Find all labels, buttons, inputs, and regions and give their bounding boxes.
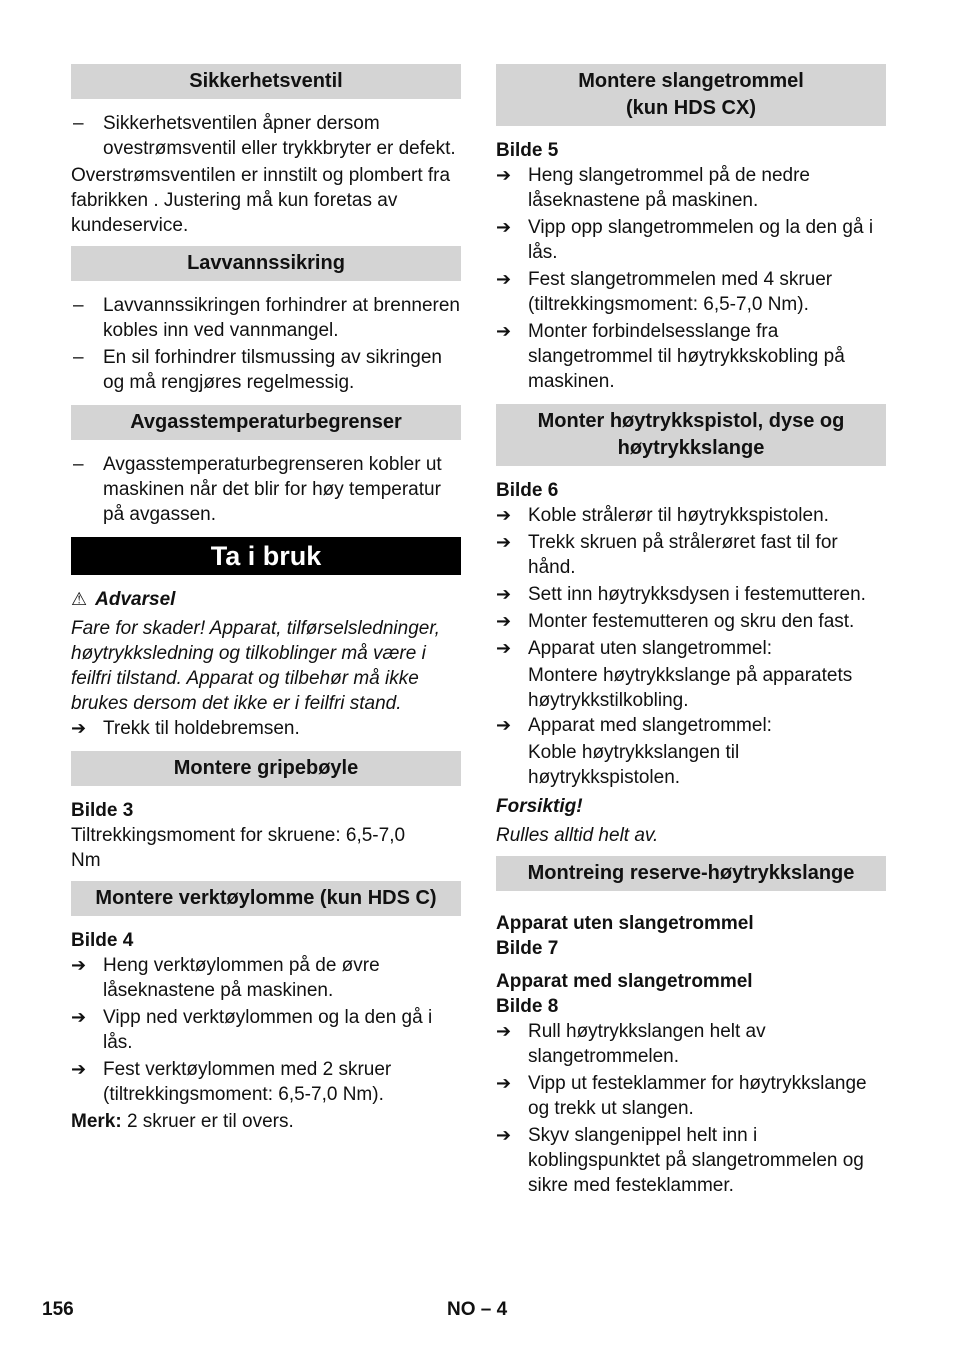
dash-bullet-icon: –	[73, 454, 84, 475]
warning-text: Fare for skader! Apparat, tilførselsledninger, høytrykksledning og tilkoblinger må være i feilfri tilstand. Apparat og tilbehør må ikke brukes dersom det ikke er i feilfri stand.	[71, 618, 440, 714]
step-continuation: Koble høytrykkslangen til høytrykkspistolen.	[528, 742, 740, 788]
step-item	[496, 1071, 886, 1121]
step-text: Heng verktøylommen på de øvre låseknastene på maskinen.	[103, 955, 380, 1001]
step-item	[496, 215, 886, 265]
list-item	[71, 111, 461, 161]
right-column	[496, 64, 886, 1200]
note-label: Merk:	[71, 1111, 122, 1132]
warning-label: Advarsel	[95, 589, 176, 610]
heading-montere-verktoylomme: Montere verktøylomme (kun HDS C)	[71, 881, 461, 916]
step-text: Apparat uten slangetrommel:	[528, 638, 772, 659]
figure-label: Bilde 4	[71, 930, 134, 951]
step-item	[496, 609, 886, 634]
step-item	[496, 582, 886, 607]
arrow-right-icon: ➔	[71, 1007, 87, 1028]
list-item-text: En sil forhindrer tilsmussing av sikringen og må rengjøres regelmessig.	[103, 347, 442, 393]
arrow-right-icon: ➔	[496, 1073, 512, 1094]
step-text: Heng slangetrommel på de nedre låseknastene på maskinen.	[528, 165, 811, 211]
note	[71, 1109, 461, 1134]
step-text: Fest slangetrommelen med 4 skruer (tiltrekkingsmoment: 6,5-7,0 Nm).	[528, 269, 833, 315]
step-item	[496, 530, 886, 580]
heading-montere-gripeboyle: Montere gripebøyle	[71, 751, 461, 786]
step-item	[71, 716, 461, 741]
step-item	[496, 319, 886, 394]
step-continuation: Montere høytrykkslange på apparatets høytrykkstilkobling.	[528, 665, 853, 711]
step-text: Apparat med slangetrommel:	[528, 715, 772, 736]
arrow-right-icon: ➔	[496, 1125, 512, 1146]
step-text: Rull høytrykkslangen helt av slangetrommelen.	[528, 1021, 766, 1067]
page-code: NO – 4	[447, 1299, 508, 1320]
dash-bullet-icon: –	[73, 295, 84, 316]
left-column	[71, 64, 461, 1134]
arrow-right-icon: ➔	[71, 718, 87, 739]
step-item	[496, 1123, 886, 1198]
page-number: 156	[42, 1299, 74, 1320]
figure-label: Bilde 5	[496, 140, 559, 161]
arrow-right-icon: ➔	[496, 321, 512, 342]
step-item	[496, 267, 886, 317]
figure-label: Bilde 7	[496, 938, 559, 959]
subheading-apparat-med: Apparat med slangetrommel	[496, 971, 753, 992]
figure-label: Bilde 8	[496, 996, 559, 1017]
main-title-ta-i-bruk: Ta i bruk	[71, 537, 461, 575]
arrow-right-icon: ➔	[71, 955, 87, 976]
arrow-right-icon: ➔	[496, 715, 512, 736]
step-item	[496, 163, 886, 213]
paragraph-overstromsventil: Overstrømsventilen er innstilt og plombert fra fabrikken . Justering må kun foretas av kundeservice.	[71, 165, 451, 236]
step-item	[496, 713, 886, 738]
step-item	[71, 1057, 461, 1107]
list-item-text: Sikkerhetsventilen åpner dersom ovestrømsventil eller trykkbryter er defekt.	[103, 113, 456, 159]
step-text: Fest verktøylommen med 2 skruer (tiltrekkingsmoment: 6,5-7,0 Nm).	[103, 1059, 392, 1105]
paragraph-tiltrekkingsmoment: Tiltrekkingsmoment for skruene: 6,5-7,0 Nm	[71, 825, 406, 871]
step-text: Vipp ned verktøylommen og la den gå i lås.	[103, 1007, 433, 1053]
heading-montreing-reserve: Montreing reserve-høytrykkslange	[496, 856, 886, 891]
heading-montere-slangetrommel: Montere slangetrommel (kun HDS CX)	[496, 64, 886, 126]
heading-avgasstemperaturbegrenser: Avgasstemperaturbegrenser	[71, 405, 461, 440]
step-text: Skyv slangenippel helt inn i koblingspunktet på slangetrommelen og sikre med festeklammer.	[528, 1125, 864, 1196]
arrow-right-icon: ➔	[71, 1059, 87, 1080]
step-item	[496, 503, 886, 528]
warning-triangle-icon: ⚠	[71, 589, 88, 610]
step-item	[71, 1005, 461, 1055]
heading-lavvannssikring: Lavvannssikring	[71, 246, 461, 281]
arrow-right-icon: ➔	[496, 638, 512, 659]
figure-label: Bilde 3	[71, 800, 134, 821]
arrow-right-icon: ➔	[496, 269, 512, 290]
step-text: Koble strålerør til høytrykkspistolen.	[528, 505, 829, 526]
list-item	[71, 293, 461, 343]
note-text: 2 skruer er til overs.	[121, 1111, 294, 1132]
list-item-text: Lavvannssikringen forhindrer at brenneren kobles inn ved vannmangel.	[103, 295, 460, 341]
arrow-right-icon: ➔	[496, 165, 512, 186]
step-text: Vipp opp slangetrommelen og la den gå i lås.	[528, 217, 874, 263]
step-text: Vipp ut festeklammer for høytrykkslange og trekk ut slangen.	[528, 1073, 867, 1119]
arrow-right-icon: ➔	[496, 217, 512, 238]
step-item	[71, 953, 461, 1003]
warning-heading	[71, 587, 461, 612]
caution-label: Forsiktig!	[496, 796, 583, 817]
step-text: Trekk skruen på strålerøret fast til for hånd.	[528, 532, 838, 578]
arrow-right-icon: ➔	[496, 611, 512, 632]
heading-monter-hoytrykkspistol: Monter høytrykkspistol, dyse og høytrykkslange	[496, 404, 886, 466]
arrow-right-icon: ➔	[496, 532, 512, 553]
step-item	[496, 1019, 886, 1069]
step-text: Monter festemutteren og skru den fast.	[528, 611, 855, 632]
step-item	[496, 636, 886, 661]
list-item	[71, 452, 461, 527]
subheading-apparat-uten: Apparat uten slangetrommel	[496, 913, 754, 934]
arrow-right-icon: ➔	[496, 505, 512, 526]
figure-label: Bilde 6	[496, 480, 559, 501]
dash-bullet-icon: –	[73, 347, 84, 368]
list-item-text: Avgasstemperaturbegrenseren kobler ut maskinen når det blir for høy temperatur på avgassen.	[103, 454, 442, 525]
arrow-right-icon: ➔	[496, 584, 512, 605]
heading-sikkerhetsventil: Sikkerhetsventil	[71, 64, 461, 99]
arrow-right-icon: ➔	[496, 1021, 512, 1042]
step-text: Monter forbindelsesslange fra slangetrommel til høytrykkskobling på maskinen.	[528, 321, 845, 392]
step-text: Sett inn høytrykksdysen i festemutteren.	[528, 584, 866, 605]
dash-bullet-icon: –	[73, 113, 84, 134]
step-text: Trekk til holdebremsen.	[103, 718, 300, 739]
caution-text: Rulles alltid helt av.	[496, 825, 659, 846]
list-item	[71, 345, 461, 395]
